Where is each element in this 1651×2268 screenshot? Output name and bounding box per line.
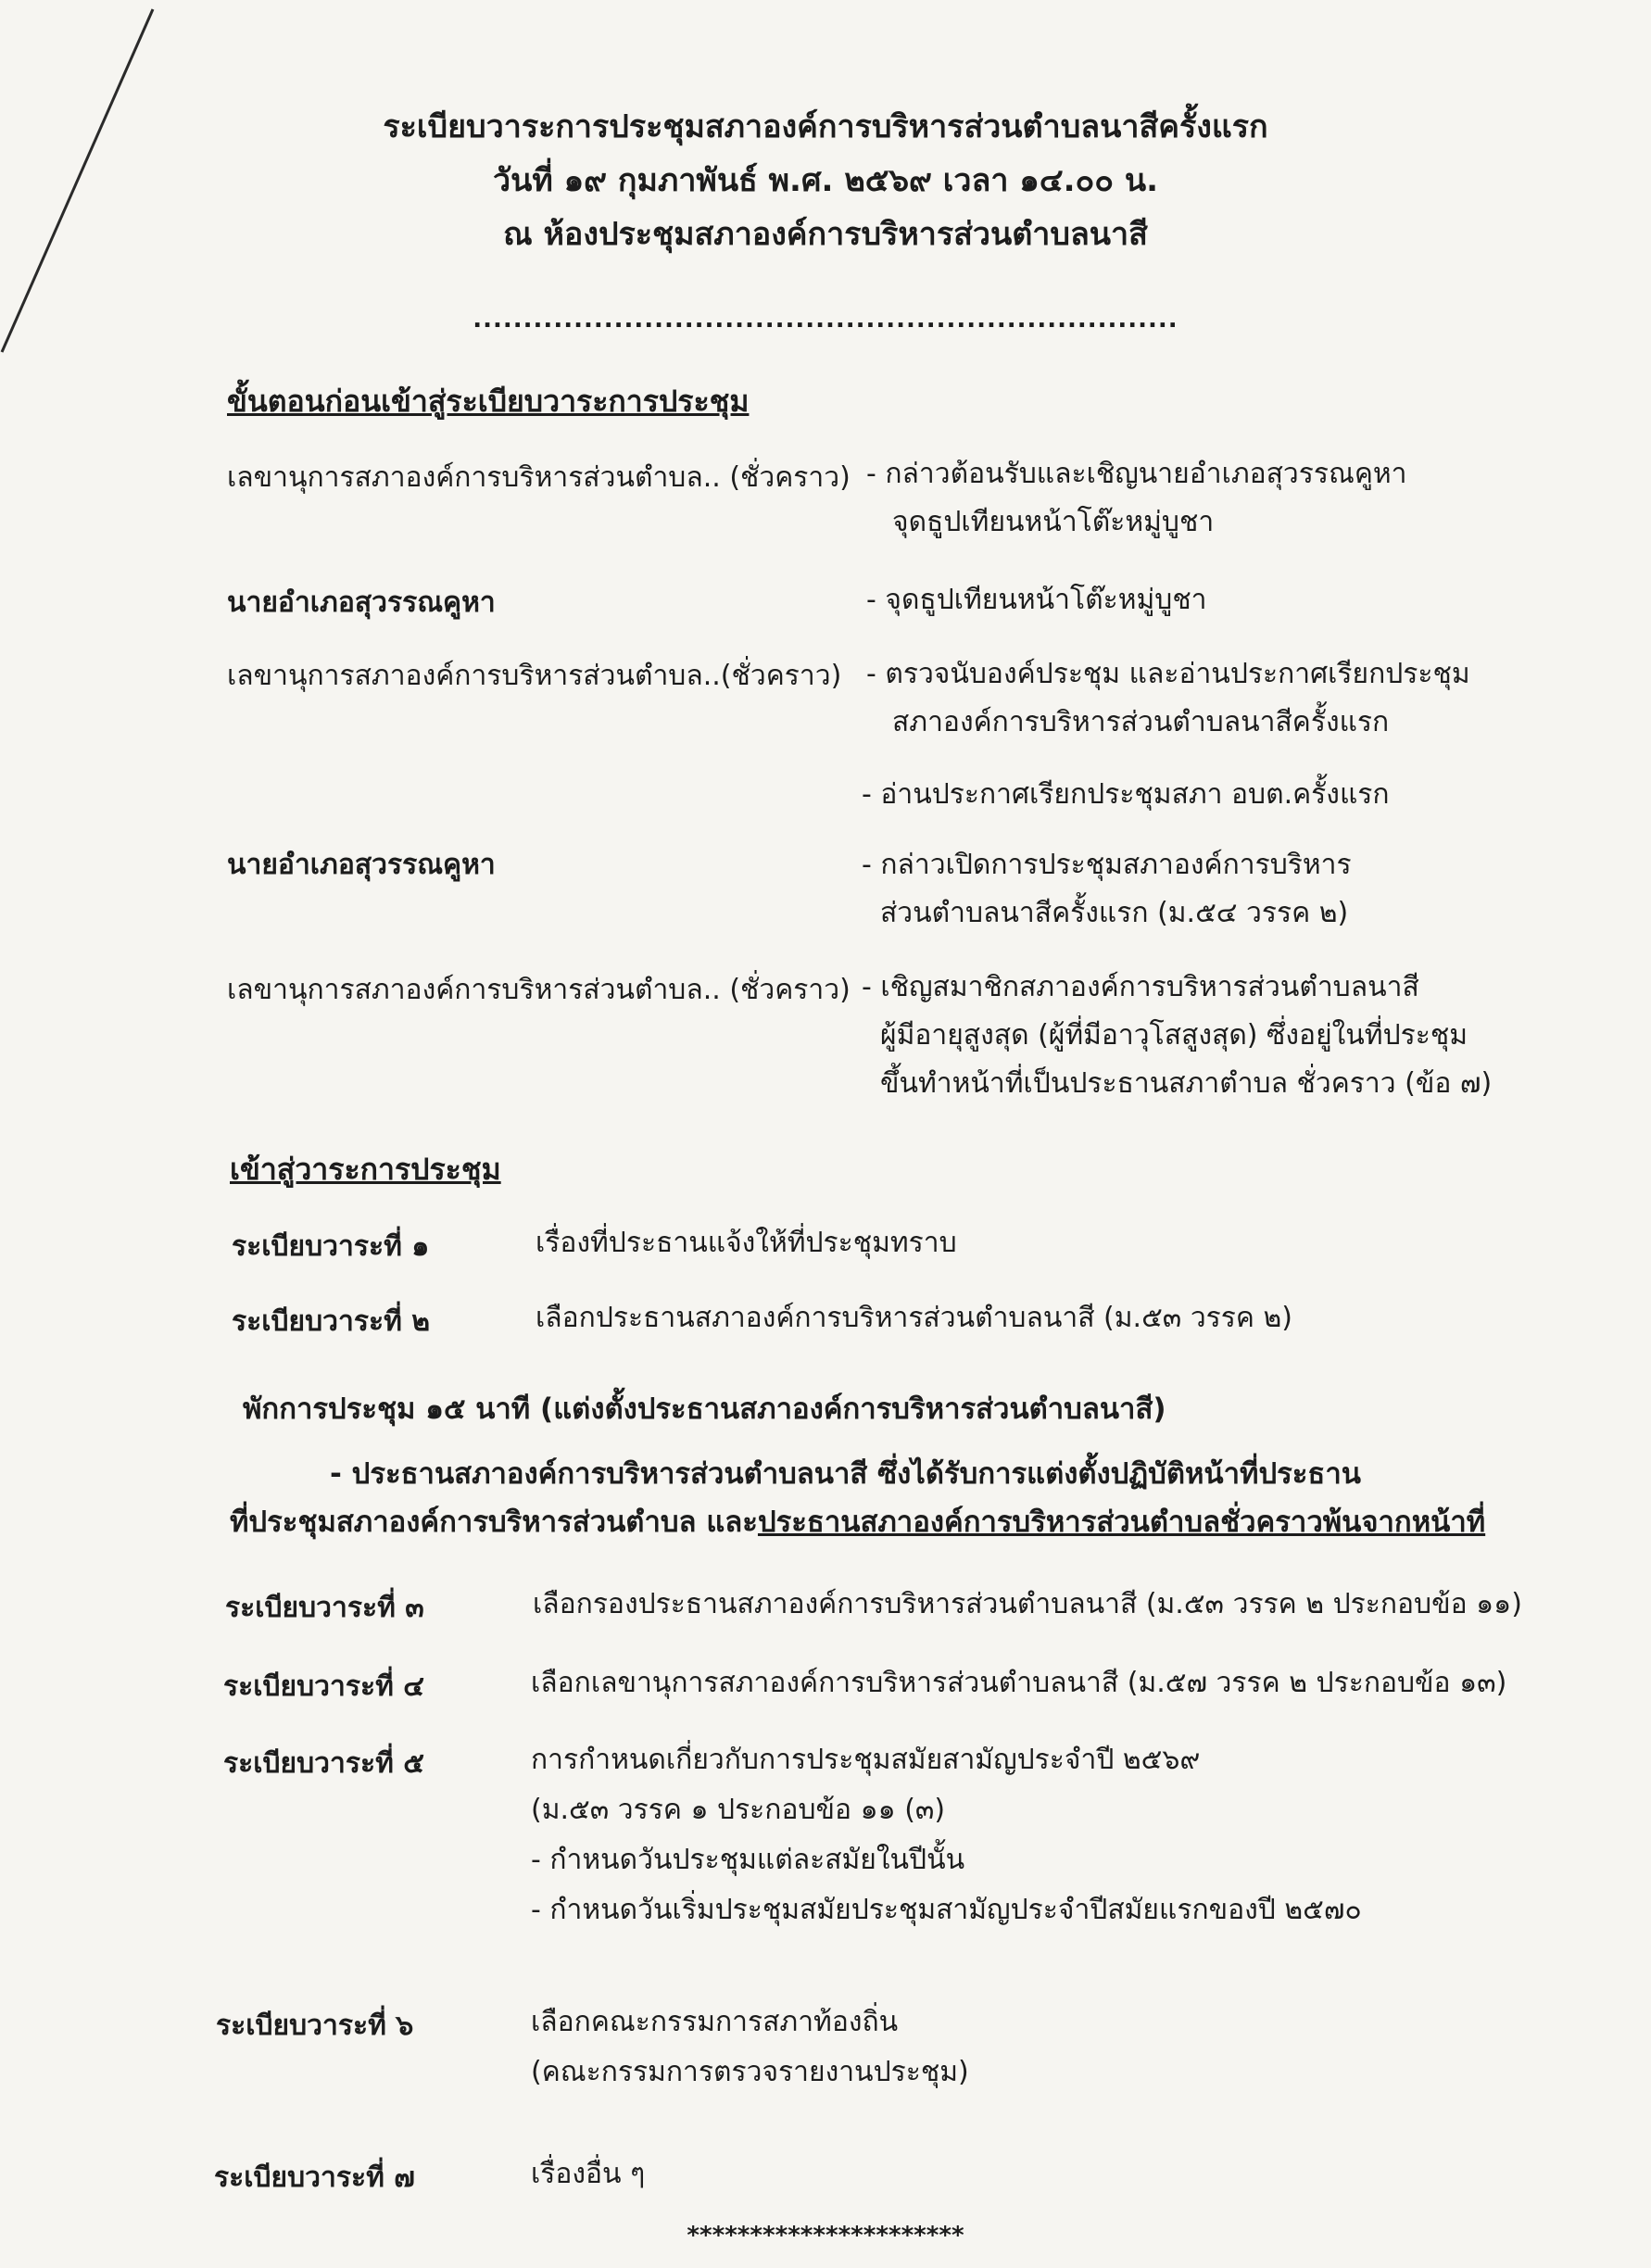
agenda-6-text	[531, 1997, 969, 2098]
agenda-3-label: ระเบียบวาระที่ ๓	[225, 1592, 424, 1624]
agenda-6-label: ระเบียบวาระที่ ๖	[216, 2010, 414, 2042]
agenda-5-line-1: การกำหนดเกี่ยวกับการประชุมสมัยสามัญประจำปี ๒๕๖๙	[531, 1744, 1201, 1776]
step-1-action	[866, 450, 1407, 547]
agenda-1-text: เรื่องที่ประธานแจ้งให้ที่ประชุมทราบ	[536, 1227, 957, 1259]
header-date-time: วันที่ ๑๙ กุมภาพันธ์ พ.ศ. ๒๕๖๙ เวลา ๑๔.๐๐ น.	[493, 162, 1158, 199]
step-5-action-line-2: ผู้มีอายุสูงสุด (ผู้ที่มีอาวุโสสูงสุด) ซึ่งอยู่ในที่ประชุม	[880, 1019, 1468, 1052]
step-2-action	[866, 576, 1207, 624]
step-1-action-line-2: จุดธูปเทียนหน้าโต๊ะหมู่บูชา	[892, 506, 1215, 538]
header-venue: ณ ห้องประชุมสภาองค์การบริหารส่วนตำบลนาสี	[503, 216, 1148, 253]
agenda-1-label: ระเบียบวาระที่ ๑	[232, 1230, 430, 1263]
step-3-action-extra	[862, 771, 1390, 819]
agenda-3-text: เลือกรองประธานสภาองค์การบริหารส่วนตำบลนาสี (ม.๕๓ วรรค ๒ ประกอบข้อ ๑๑)	[533, 1588, 1522, 1620]
document-header	[0, 100, 1651, 261]
step-3-action	[866, 650, 1470, 747]
agenda-4-text: เลือกเลขานุการสภาองค์การบริหารส่วนตำบลนาสี (ม.๕๗ วรรค ๒ ประกอบข้อ ๑๓)	[531, 1667, 1507, 1699]
step-5-action	[862, 964, 1492, 1108]
step-3-action-line-2: สภาองค์การบริหารส่วนตำบลนาสีครั้งแรก	[892, 706, 1390, 738]
agenda-2-text: เลือกประธานสภาองค์การบริหารส่วนตำบลนาสี (ม.๕๓ วรรค ๒)	[536, 1302, 1292, 1334]
step-5-action-line-1: - เชิญสมาชิกสภาองค์การบริหารส่วนตำบลนาสี	[862, 971, 1419, 1003]
chair-appointment-line-2	[230, 1498, 1485, 1546]
agenda-5-line-3: - กำหนดวันประชุมแต่ละสมัยในปีนั้น	[531, 1844, 965, 1876]
agenda-7-text: เรื่องอื่น ๆ	[531, 2158, 646, 2190]
agenda-4-label: ระเบียบวาระที่ ๔	[223, 1670, 424, 1703]
chair-appointment-line-2-plain: ที่ประชุมสภาองค์การบริหารส่วนตำบล และ	[230, 1506, 758, 1539]
step-5-action-line-3: ขึ้นทำหน้าที่เป็นประธานสภาตำบล ชั่วคราว (ข้อ ๗)	[880, 1067, 1493, 1100]
pre-meeting-title: ขั้นตอนก่อนเข้าสู่ระเบียบวาระการประชุม	[227, 384, 750, 419]
chair-appointment-line-1: - ประธานสภาองค์การบริหารส่วนตำบลนาสี ซึ่งได้รับการแต่งตั้งปฏิบัติหน้าที่ประธาน	[330, 1457, 1361, 1491]
meeting-section-title: เข้าสู่วาระการประชุม	[230, 1152, 501, 1187]
agenda-5-label: ระเบียบวาระที่ ๕	[223, 1747, 424, 1780]
step-3-action-line-3: - อ่านประกาศเรียกประชุมสภา อบต.ครั้งแรก	[862, 778, 1390, 811]
chair-appointment-paragraph	[230, 1450, 1485, 1546]
chair-appointment-line-2-underlined: ประธานสภาองค์การบริหารส่วนตำบลชั่วคราวพ้นจากหน้าที่	[757, 1506, 1486, 1539]
step-4-who: นายอำเภอสุวรรณคูหา	[227, 849, 496, 881]
end-of-document-mark: **********************	[687, 2222, 964, 2249]
agenda-2-label: ระเบียบวาระที่ ๒	[232, 1305, 431, 1338]
meeting-break-note: พักการประชุม ๑๕ นาที (แต่งตั้งประธานสภาองค์การบริหารส่วนตำบลนาสี)	[243, 1392, 1166, 1426]
agenda-6-line-2: (คณะกรรมการตรวจรายงานประชุม)	[531, 2056, 969, 2088]
step-3-action-line-1: - ตรวจนับองค์ประชุม และอ่านประกาศเรียกประชุม	[866, 658, 1470, 690]
step-2-action-line-1: - จุดธูปเทียนหน้าโต๊ะหมู่บูชา	[866, 584, 1207, 616]
agenda-7-label: ระเบียบวาระที่ ๗	[214, 2161, 415, 2194]
step-4-action-line-1: - กล่าวเปิดการประชุมสภาองค์การบริหาร	[862, 849, 1352, 881]
step-2-who: นายอำเภอสุวรรณคูหา	[227, 586, 496, 619]
header-separator: ......................................................................	[473, 306, 1178, 334]
header-title: ระเบียบวาระการประชุมสภาองค์การบริหารส่วนตำบลนาสีครั้งแรก	[383, 108, 1268, 145]
agenda-5-line-4: - กำหนดวันเริ่มประชุมสมัยประชุมสามัญประจำปีสมัยแรกของปี ๒๕๗๐	[531, 1894, 1362, 1926]
step-5-who: เลขานุการสภาองค์การบริหารส่วนตำบล.. (ชั่วคราว)	[227, 974, 851, 1006]
step-1-action-line-1: - กล่าวต้อนรับและเชิญนายอำเภอสุวรรณคูหา	[866, 458, 1407, 490]
agenda-6-line-1: เลือกคณะกรรมการสภาท้องถิ่น	[531, 2006, 899, 2038]
step-4-action-line-2: ส่วนตำบลนาสีครั้งแรก (ม.๕๔ วรรค ๒)	[880, 897, 1349, 929]
step-4-action	[862, 841, 1352, 938]
agenda-5-text	[531, 1735, 1362, 1935]
step-3-who: เลขานุการสภาองค์การบริหารส่วนตำบล..(ชั่วคราว)	[227, 660, 842, 692]
agenda-5-line-2: (ม.๕๓ วรรค ๑ ประกอบข้อ ๑๑ (๓)	[531, 1794, 946, 1826]
step-1-who: เลขานุการสภาองค์การบริหารส่วนตำบล.. (ชั่วคราว)	[227, 461, 851, 494]
